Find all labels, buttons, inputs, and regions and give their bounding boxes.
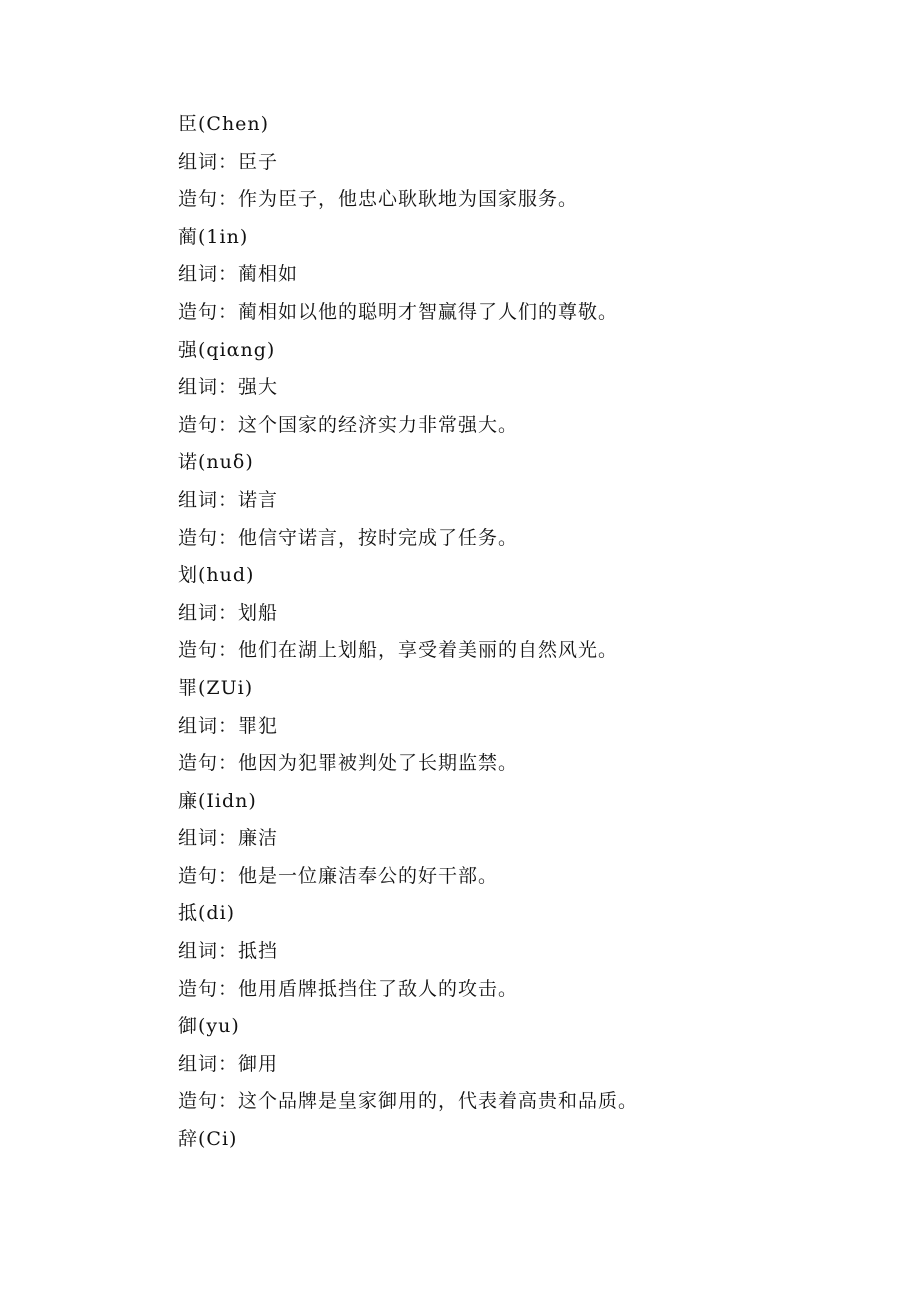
entry-sentence: 造句：他因为犯罪被判处了长期监禁。 (178, 752, 519, 775)
entry-character: 划(hud) (178, 564, 255, 587)
entry-word: 组词：罪犯 (178, 714, 279, 737)
entry-word: 组词：抵挡 (178, 940, 279, 963)
entry-word: 组词：诺言 (178, 488, 279, 511)
entry-character: 蔺(1in) (178, 225, 249, 248)
entry-character: 罪(ZUi) (178, 676, 254, 699)
entry-sentence: 造句：作为臣子，他忠心耿耿地为国家服务。 (178, 188, 579, 211)
entry-sentence: 造句：这个国家的经济实力非常强大。 (178, 413, 519, 436)
entry-sentence: 造句：他用盾牌抵挡住了敌人的攻击。 (178, 977, 519, 1000)
entry-character: 抵(di) (178, 902, 236, 925)
entry-word: 组词：臣子 (178, 150, 279, 173)
entry-sentence: 造句：这个品牌是皇家御用的，代表着高贵和品质。 (178, 1090, 639, 1113)
entry-character: 臣(Chen) (178, 113, 270, 135)
entry-character: 辞(Ci) (178, 1128, 238, 1151)
entry-character: 强(qiαng) (178, 338, 276, 361)
entry-word: 组词：御用 (178, 1052, 279, 1075)
entry-character: 诺(nuδ) (178, 451, 254, 474)
entry-sentence: 造句：他们在湖上划船，享受着美丽的自然风光。 (178, 639, 619, 662)
entry-character: 御(yu) (178, 1015, 240, 1038)
entry-sentence: 造句：他信守诺言，按时完成了任务。 (178, 526, 519, 549)
entry-sentence: 造句：蔺相如以他的聪明才智赢得了人们的尊敬。 (178, 300, 619, 323)
entry-word: 组词：强大 (178, 376, 279, 399)
entry-sentence: 造句：他是一位廉洁奉公的好干部。 (178, 864, 499, 887)
document-body (178, 106, 858, 1159)
entry-character: 廉(Iidn) (178, 789, 257, 812)
entry-word: 组词：蔺相如 (178, 263, 299, 286)
entry-word: 组词：廉洁 (178, 827, 279, 850)
entry-word: 组词：划船 (178, 601, 279, 624)
